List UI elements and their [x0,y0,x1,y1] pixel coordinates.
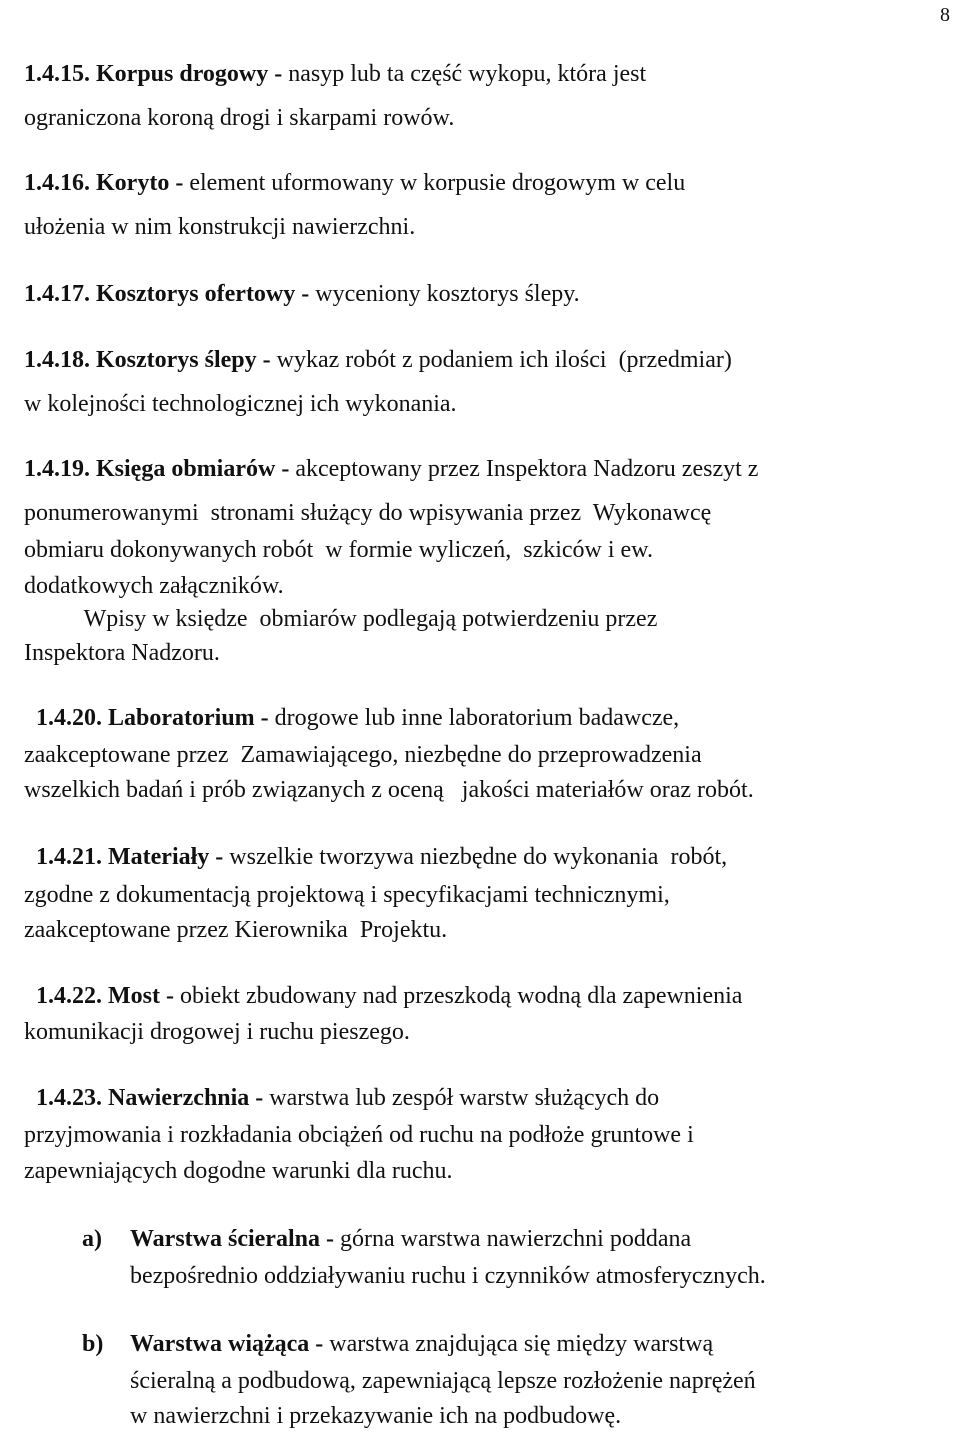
definition-line [24,978,742,1014]
term-label: 1.4.15. Korpus drogowy - [24,61,289,87]
definition-text: akceptowany przez Inspektora Nadzoru zeszyt z [295,456,759,482]
list-item-marker: a) [82,1226,102,1252]
definition-text: zapewniających dogodne warunki dla ruchu. [24,1158,453,1184]
term-label: 1.4.19. Księga obmiarów - [24,456,296,482]
definition-line [24,495,711,531]
definition-line [24,737,702,773]
definition-line [24,1117,694,1153]
definition-text: obmiaru dokonywanych robót w formie wyliczeń, szkiców i ew. [24,537,653,563]
definition-text: wszelkie tworzywa niezbędne do wykonania robót, [229,844,728,870]
definition-text: Wpisy w księdze obmiarów podlegają potwierdzeniu przez [24,606,658,632]
term-label: 1.4.17. Kosztorys ofertowy - [24,281,316,307]
definition-text: drogowe lub inne laboratorium badawcze, [274,705,680,731]
definition-text: bezpośrednio oddziaływaniu ruchu i czynników atmosferycznych. [130,1263,766,1289]
definition-text: ponumerowanymi stronami służący do wpisywania przez Wykonawcę [24,500,712,526]
definition-line [24,451,758,487]
list-item-line [130,1398,621,1434]
definition-line [24,1153,453,1189]
term-label: Warstwa wiążąca - [130,1331,330,1357]
definition-line [24,56,646,92]
definition-line [24,772,754,808]
definition-line [24,276,580,312]
definition-text: Inspektora Nadzoru. [24,640,220,666]
definition-line [24,1080,659,1116]
definition-text: zgodne z dokumentacją projektową i specyfikacjami technicznymi, [24,882,670,908]
definition-text: nasyp lub ta część wykopu, która jest [288,61,647,87]
definition-line [24,1014,410,1050]
page-number: 8 [940,4,950,26]
list-item-line [130,1258,766,1294]
definition-line [24,700,679,736]
definition-line [24,532,653,568]
definition-line [24,839,727,875]
term-label: 1.4.21. Materiały - [24,844,230,870]
definition-text: przyjmowania i rozkładania obciążeń od ruchu na podłoże gruntowe i [24,1122,694,1148]
term-label: 1.4.22. Most - [24,983,180,1009]
definition-text: obiekt zbudowany nad przeszkodą wodną dla zapewnienia [179,983,743,1009]
definition-text: wykaz robót z podaniem ich ilości (przedmiar) [276,347,732,373]
definition-text: warstwa znajdująca się między warstwą [329,1331,714,1357]
definition-line [24,568,284,604]
definition-text: ułożenia w nim konstrukcji nawierzchni. [24,214,416,240]
definition-text: dodatkowych załączników. [24,573,284,599]
term-label: 1.4.18. Kosztorys ślepy - [24,347,277,373]
term-label: 1.4.20. Laboratorium - [24,705,275,731]
definition-text: ograniczona koroną drogi i skarpami rowów. [24,105,455,131]
list-item-marker: b) [82,1331,104,1357]
definition-line [24,386,457,422]
list-item-line [130,1326,713,1362]
definition-line [24,912,447,948]
term-label: Warstwa ścieralna - [130,1226,340,1252]
definition-text: zaakceptowane przez Zamawiającego, niezbędne do przeprowadzenia [24,742,702,768]
term-label: 1.4.16. Koryto - [24,170,190,196]
definition-text: zaakceptowane przez Kierownika Projektu. [24,917,448,943]
list-item-line [130,1221,691,1257]
definition-text: wszelkich badań i prób związanych z oceną jakości materiałów oraz robót. [24,777,754,803]
definition-line [24,342,732,378]
term-label: 1.4.23. Nawierzchnia - [24,1085,270,1111]
definition-text: w kolejności technologicznej ich wykonania. [24,391,457,417]
definition-text: w nawierzchni i przekazywanie ich na podbudowę. [130,1403,622,1429]
definition-line [24,635,220,671]
definition-text: górna warstwa nawierzchni poddana [339,1226,692,1252]
definition-text: komunikacji drogowej i ruchu pieszego. [24,1019,410,1045]
definition-line [24,209,415,245]
definition-text: element uformowany w korpusie drogowym w celu [189,170,686,196]
definition-line [24,877,670,913]
definition-line [24,601,657,637]
definition-text: wyceniony kosztorys ślepy. [315,281,580,307]
definition-text: warstwa lub zespół warstw służących do [269,1085,660,1111]
definition-line [24,100,454,136]
definition-line [24,165,685,201]
definition-text: ścieralną a podbudową, zapewniającą lepsze rozłożenie naprężeń [130,1368,756,1394]
list-item-line [130,1363,756,1399]
